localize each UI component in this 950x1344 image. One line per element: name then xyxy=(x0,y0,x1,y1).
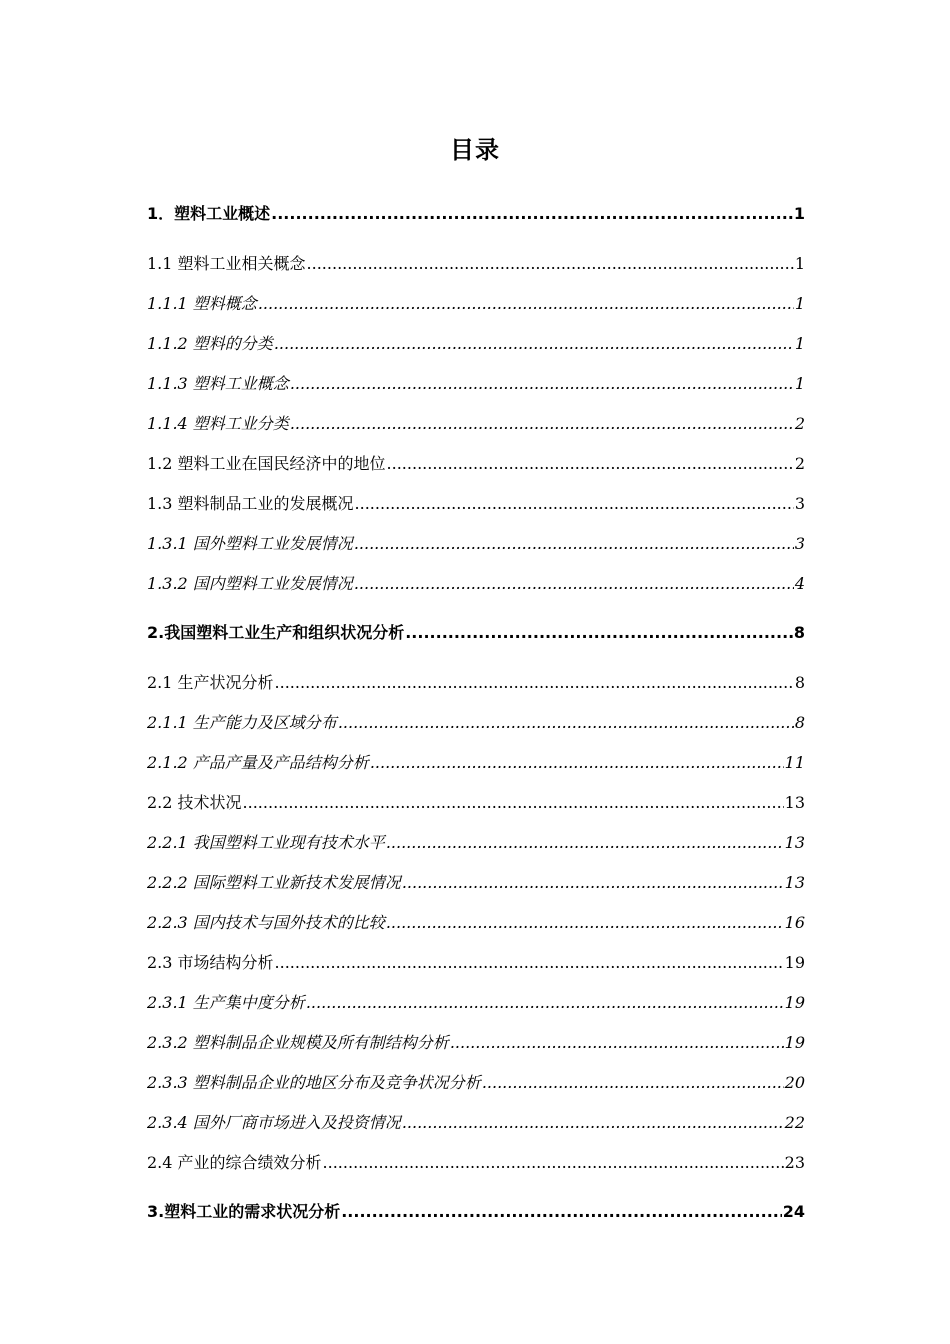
toc-subsection-entry[interactable] xyxy=(147,570,805,596)
toc-page-number: 11 xyxy=(784,753,805,772)
toc-page-number: 23 xyxy=(784,1153,805,1172)
toc-dot-leader xyxy=(387,452,794,476)
toc-entry-text: 2.2.3 国内技术与国外技术的比较 xyxy=(147,913,385,932)
toc-page-number: 3 xyxy=(794,494,805,513)
toc-subsection-entry[interactable] xyxy=(147,1109,805,1135)
toc-entry-text: 1.3.2 国内塑料工业发展情况 xyxy=(147,574,353,593)
toc-entry-text: 2.3.4 国外厂商市场进入及投资情况 xyxy=(147,1113,401,1132)
toc-chapter-entry[interactable] xyxy=(147,619,805,645)
toc-section-entry[interactable] xyxy=(147,1149,805,1175)
toc-section-entry[interactable] xyxy=(147,490,805,516)
toc-section-entry[interactable] xyxy=(147,250,805,276)
toc-dot-leader xyxy=(338,711,794,735)
toc-entry-text: 2.3.1 生产集中度分析 xyxy=(147,993,305,1012)
toc-subsection-entry[interactable] xyxy=(147,909,805,935)
toc-entry-text: 2.3.2 塑料制品企业规模及所有制结构分析 xyxy=(147,1033,449,1052)
toc-entry-text: 1．塑料工业概述 xyxy=(147,204,271,223)
toc-dot-leader xyxy=(275,671,794,695)
toc-page-number: 2 xyxy=(794,454,805,473)
toc-subsection-entry[interactable] xyxy=(147,330,805,356)
toc-dot-leader xyxy=(271,202,793,226)
toc-section-entry[interactable] xyxy=(147,789,805,815)
toc-entry-text: 1.1.2 塑料的分类 xyxy=(147,334,273,353)
toc-page-number: 19 xyxy=(784,1033,805,1052)
toc-dot-leader xyxy=(258,292,794,316)
toc-dot-leader xyxy=(275,951,784,975)
toc-page-number: 13 xyxy=(784,873,805,892)
toc-subsection-entry[interactable] xyxy=(147,869,805,895)
toc-subsection-entry[interactable] xyxy=(147,829,805,855)
toc-page-number: 8 xyxy=(793,623,805,642)
toc-entry-text: 2.我国塑料工业生产和组织状况分析 xyxy=(147,623,405,642)
toc-entry-text: 2.4 产业的综合绩效分析 xyxy=(147,1153,322,1172)
toc-chapter-entry[interactable] xyxy=(147,200,805,226)
toc-entry-text: 1.3.1 国外塑料工业发展情况 xyxy=(147,534,353,553)
toc-dot-leader xyxy=(274,332,794,356)
toc-section-entry[interactable] xyxy=(147,949,805,975)
toc-page-number: 8 xyxy=(794,713,805,732)
toc-section-entry[interactable] xyxy=(147,450,805,476)
toc-subsection-entry[interactable] xyxy=(147,709,805,735)
toc-section-entry[interactable] xyxy=(147,669,805,695)
toc-subsection-entry[interactable] xyxy=(147,989,805,1015)
toc-dot-leader xyxy=(243,791,784,815)
toc-dot-leader xyxy=(341,1200,782,1224)
toc-entry-text: 2.2.1 我国塑料工业现有技术水平 xyxy=(147,833,385,852)
toc-page-number: 1 xyxy=(794,254,805,273)
toc-subsection-entry[interactable] xyxy=(147,290,805,316)
toc-dot-leader xyxy=(290,372,794,396)
toc-dot-leader xyxy=(450,1031,784,1055)
toc-page-number: 1 xyxy=(793,204,805,223)
toc-page-number: 8 xyxy=(794,673,805,692)
toc-dot-leader xyxy=(370,751,784,775)
toc-dot-leader xyxy=(355,492,794,516)
toc-page-number: 3 xyxy=(794,534,805,553)
toc-title: 目录 xyxy=(450,136,500,164)
toc-dot-leader xyxy=(405,621,793,645)
toc-page-number: 2 xyxy=(794,414,805,433)
toc-chapter-entry[interactable] xyxy=(147,1198,805,1224)
toc-entry-text: 2.1 生产状况分析 xyxy=(147,673,274,692)
toc-dot-leader xyxy=(386,911,784,935)
toc-page-number: 1 xyxy=(794,294,805,313)
toc-subsection-entry[interactable] xyxy=(147,530,805,556)
toc-page-number: 4 xyxy=(794,574,805,593)
toc-entry-text: 1.1.3 塑料工业概念 xyxy=(147,374,289,393)
toc-page-number: 19 xyxy=(784,953,805,972)
toc-page-number: 19 xyxy=(784,993,805,1012)
toc-dot-leader xyxy=(323,1151,784,1175)
toc-entry-text: 2.1.2 产品产量及产品结构分析 xyxy=(147,753,369,772)
toc-dot-leader xyxy=(290,412,794,436)
toc-dot-leader xyxy=(306,991,784,1015)
toc-dot-leader xyxy=(402,1111,784,1135)
toc-list xyxy=(147,0,805,1344)
toc-page-number: 16 xyxy=(784,913,805,932)
toc-dot-leader xyxy=(354,532,794,556)
toc-entry-text: 3.塑料工业的需求状况分析 xyxy=(147,1202,341,1221)
toc-subsection-entry[interactable] xyxy=(147,749,805,775)
toc-page-number: 20 xyxy=(784,1073,805,1092)
toc-entry-text: 2.2.2 国际塑料工业新技术发展情况 xyxy=(147,873,401,892)
toc-dot-leader xyxy=(386,831,784,855)
toc-dot-leader xyxy=(354,572,794,596)
toc-entry-text: 1.2 塑料工业在国民经济中的地位 xyxy=(147,454,386,473)
toc-entry-text: 2.2 技术状况 xyxy=(147,793,242,812)
toc-entry-text: 1.1.1 塑料概念 xyxy=(147,294,257,313)
toc-subsection-entry[interactable] xyxy=(147,1069,805,1095)
toc-entry-text: 1.1 塑料工业相关概念 xyxy=(147,254,306,273)
toc-entry-text: 1.1.4 塑料工业分类 xyxy=(147,414,289,433)
toc-subsection-entry[interactable] xyxy=(147,410,805,436)
toc-entry-text: 1.3 塑料制品工业的发展概况 xyxy=(147,494,354,513)
toc-page-number: 22 xyxy=(784,1113,805,1132)
toc-subsection-entry[interactable] xyxy=(147,1029,805,1055)
toc-page-number: 13 xyxy=(784,833,805,852)
toc-subsection-entry[interactable] xyxy=(147,370,805,396)
toc-page-number: 1 xyxy=(794,334,805,353)
toc-dot-leader xyxy=(482,1071,784,1095)
toc-entry-text: 2.1.1 生产能力及区域分布 xyxy=(147,713,337,732)
toc-page-number: 1 xyxy=(794,374,805,393)
toc-entry-text: 2.3.3 塑料制品企业的地区分布及竞争状况分析 xyxy=(147,1073,481,1092)
toc-page-number: 13 xyxy=(784,793,805,812)
toc-entry-text: 2.3 市场结构分析 xyxy=(147,953,274,972)
toc-dot-leader xyxy=(307,252,794,276)
toc-page-number: 24 xyxy=(782,1202,805,1221)
toc-dot-leader xyxy=(402,871,784,895)
